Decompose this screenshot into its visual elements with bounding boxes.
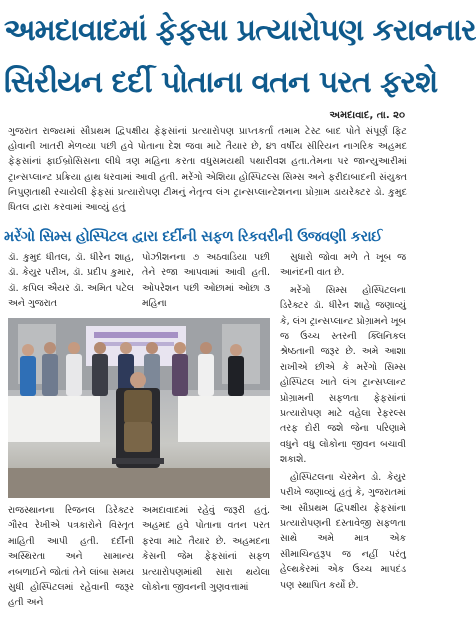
headline-line-2: સિરીયન દર્દી પોતાના વતન પરત ફરશે: [4, 65, 438, 100]
column-3-paragraph: હોસ્પિટલના ચેરમેન ડો. કેયુર પરીખે જણાવ્યું હતું કે, ગુજરાતમાં આ સૌપ્રથમ દ્વિપક્ષીય ફેફસાંના પ્રત્યારોપણની દસ્તાવેજી સફળતા સાથે અમે માત્ર એક સીમાચિન્હરૂપ જ નહીં પરંતુ હેલ્થકેરમાં એક ઉચ્ચ માપદંડ પણ સ્થાપિત કર્યો છે.: [280, 471, 406, 591]
body-column-1-top: ડૉ. કુમુદ ધીતલ, ડૉ. ધીરેન શાહ, ડૉ. કેયુર પરીખ, ડૉ. પ્રદીપ કુમાર, ડૉ. કપિલ ઐયર ડૉ. અમિત પટેલ અને ગુજરાત: [8, 252, 134, 310]
body-column-3: [280, 250, 406, 615]
subheadline: મરેંગો સિમ્સ હોસ્પિટલ દ્વારા દર્દીની સફળ રિકવરીની ઉજવણી કરાઈ: [4, 229, 383, 245]
dateline: અમદાવાદ, તા. ૨૦: [329, 110, 405, 121]
body-column-2-top: પોઝીશનના ૭ અઠવાડિયા પછી તેને રજા આપવામાં આવી હતી. ઓપરેશન પછી ઓછામાં ઓછા ૩ મહિના: [142, 252, 270, 310]
column-3-paragraph: મરેંગો સિમ્સ હોસ્પિટલના ડિરેક્ટર ડૉ. ધીરેન શાહે જણાવ્યું કે, લંગ ટ્રાન્સપ્લાન્ટ પ્રોગ્રામને ખૂબ જ ઉચ્ચ સ્તરની ક્લિનિકલ શ્રેષ્ઠતાની જરૂર છે. અમે આશા રાખીએ છીએ કે મરેંગો સિમ્સ હોસ્પિટલ ખાતે લંગ ટ્રાન્સપ્લાન્ટ પ્રોગ્રામની સફળતા ફેફસાંનાં પ્રત્યારોપણ માટે વહેલા રેફરલ્સ તરફ દોરી જશે જેના પરિણામે વધુને વધુ લોકોના જીવન બચાવી શકાશે.: [280, 284, 406, 466]
body-column-2-bottom: અમદાવાદમાં રહેવું જરૂરી હતું. અહમદ હવે પોતાના વતન પરત ફરવા માટે તૈયાર છે. અહમદના કેસની જેમ ફેફસાંનાં સફળ પ્રત્યારોપણમાંથી સારા થયેલા લોકોના જીવનની ગુણવત્તામાં: [142, 505, 270, 594]
press-photo: [8, 318, 270, 498]
intro-paragraph: ગુજરાત રાજ્યમાં સૌપ્રથમ દ્વિપક્ષીય ફેફસાંનાં પ્રત્યારોપણ પ્રાપ્તકર્તા તમામ ટેસ્ટ બાદ પોતે સંપૂર્ણ ફિટ હોવાની ખાતરી મેળવ્યા પછી હવે પોતાના દેશ જવા માટે તૈયાર છે, ૪૧ વર્ષીય સીરિયન નાગરિક અહમદ ફેફસાંનાં ફાઈબ્રોસિસના લીધે ત્રણ મહિના કરતા વધુસમયથી પથારીવશ હતા.તેમના પર જાન્યુઆરીમાં ટ્રાન્સપ્લાન્ટ પ્રક્રિયા હાથ ધરવામાં આવી હતી. મરેંગો એશિયા હોસ્પિટલ્સ સિમ્સ અને ફરીદાબાદની સંયુક્ત નિપુણતાથી રચાયેલી ફેફસાં પ્રત્યારોપણ ટીમનું નેતૃત્વ લંગ ટ્રાન્સપ્લાન્ટેશનના પ્રોગ્રામ ડાયરેક્ટર ડો. કુમુદ ધિતલ દ્વારા કરવામાં આવ્યું હતું: [8, 126, 407, 214]
body-column-1-bottom: રાજસ્થાનના રિજનલ ડિરેક્ટર ગૌરવ રેખીએ પત્રકારોને વિસ્તૃત માહિતી આપી હતી. દર્દીની અસ્થિરતા અને સામાન્ય નબળાઈને જોતાં તેને લાંબા સમય સુધી હોસ્પિટલમાં રહેવાની જરૂર હતી અને: [8, 505, 134, 609]
column-3-paragraph: સુધારો જોવા મળે તે ખૂબ જ આનંદની વાત છે.: [280, 252, 406, 279]
headline-line-1: અમદાવાદમાં ફેફસા પ્રત્યારોપણ કરાવનાર: [4, 13, 476, 48]
